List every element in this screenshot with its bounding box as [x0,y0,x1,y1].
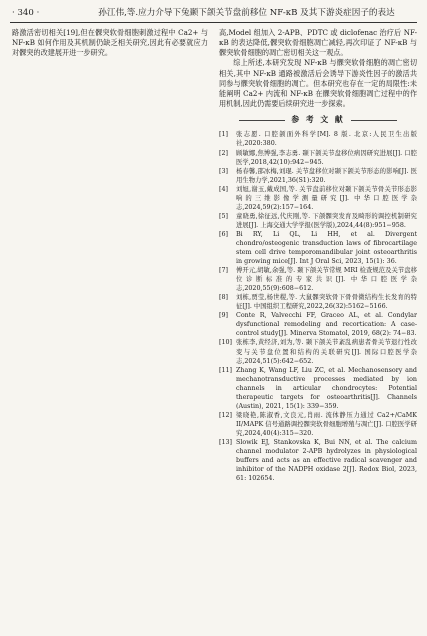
reference-item [219,130,417,148]
reference-text: 刘旭,谢玉,戴成国,等. 关节盘前移位对颞下颌关节骨关节形态影响的三维影像学测量研究[J]. 中华口腔医学杂志,2024,59(2):157−164. [236,185,417,211]
reference-item [219,293,417,311]
reference-item [219,230,417,266]
references-heading: 参 考 文 献 [219,115,417,125]
body-paragraph: 路激活密切相关[19],但在髁突软骨细胞刺激过程中 Ca2+ 与 NF-κB 如何作用及其机制仍缺乏相关研究,因此有必要就应力对髁突的改建展开进一步研究。 [12,28,208,58]
reference-text: 顾敏娜,焦博强,李志勇. 颞下颌关节盘移位病因研究进展[J]. 口腔医学,2018,42(10):942−945. [236,149,417,166]
reference-text: 童晓勇,徐征远,代庆刚,等. 下颌髁突发育及畸形的调控机制研究进展[J]. 上海交通大学学报(医学版),2024,44(8):951−958. [236,212,417,229]
reference-item [219,266,417,293]
reference-item [219,185,417,212]
reference-number: [8] [219,294,228,302]
reference-item [219,411,417,438]
body-paragraph: 综上所述,本研究发现 NF-κB 与髁突软骨细胞的凋亡密切相关,其中 NF-κB 通路被激活后会诱导下游炎性因子的激活共同参与髁突软骨细胞的凋亡。但本研究也存在一定的局限性:未能阐明 Ca2+ 内流和 NF-κB 在髁突软骨细胞凋亡过程中的作用机制,因此仍需要后续研究进一步探索。 [219,58,417,109]
reference-list [219,130,417,483]
reference-number: [4] [219,185,228,193]
right-column [219,28,417,632]
running-title: 孙江伟,等.应力介导下兔颞下颌关节盘前移位 NF-κB 及其下游炎症因子的表达 [98,8,395,18]
reference-item [219,311,417,338]
reference-number: [6] [219,230,228,238]
reference-text: 梁晓艳,陈淑香,文良元,肖雨. 流体静压力通过 Ca2+/CaMK II/MAPK 信号通路调控髁突软骨细胞增殖与凋亡[J]. 口腔医学研究,2024,40(4):315−320. [236,411,417,437]
reference-number: [9] [219,312,228,320]
reference-text: Slowik EJ, Stankovska K, Bui NN, et al. The calcium channel modulator 2-APB hydrolyzes in physiological buffers and acts as an effective radical scavenger and inhibitor of the NADPH oxidase 2[J]. Redox Biol, 2023, 61: 102654. [236,439,417,483]
reference-item [219,438,417,483]
reference-item [219,338,417,365]
reference-number: [10] [219,339,233,347]
reference-text: 傅开元,胡敏,余强,等. 颞下颌关节常规 MRI 检查规范及关节盘移位诊断标准的专家共识[J]. 中华口腔医学杂志,2020,55(9):608−612. [236,267,417,293]
reference-number: [12] [219,411,233,419]
reference-text: 张志愿. 口腔颌面外科学[M]. 8 版. 北京:人民卫生出版社,2020:380. [236,131,417,148]
reference-text: 张栋李,黄经济,刘为,等. 颞下颌关节紊乱病患者骨关节退行性改变与关节盘位置和结构的关联研究[J]. 国际口腔医学杂志,2024,51(5):642−652. [236,339,417,365]
reference-text: Conte R, Valvecchi FF, Graceo AL, et al. Condylar dysfunctional remodeling and recortication: A case-control study[J]. Minerva Stomatol, 2019, 68(2): 74−83. [236,312,417,338]
reference-number: [1] [219,131,228,139]
page-number: · 340 · [12,8,40,18]
body-paragraph: 高,Model 组加入 2-APB、PDTC 或 diclofenac 治疗后 NF-κB 的表达降低,髁突软骨细胞凋亡减轻,再次印证了 NF-κB 与髁突软骨细胞的凋亡密切相关这一观点。 [219,28,417,58]
left-column [12,28,208,632]
reference-number: [13] [219,439,233,446]
reference-number: [3] [219,167,228,175]
page-header [10,4,417,23]
reference-item [219,366,417,411]
reference-item [219,167,417,185]
reference-text: 杨春馨,邵冰梅,刘琨. 关节盘移位对颞下颌关节形态的影响[J]. 医用生物力学,2021,36(S1):320. [236,167,417,184]
reference-number: [11] [219,366,233,374]
reference-item [219,212,417,230]
reference-number: [7] [219,267,228,275]
reference-item [219,149,417,167]
reference-text: 刘栋,贾莹,杨世稷,等. 大鼠髁突软骨下骨骨微结构生长发育的特征[J]. 中国组织工程研究,2022,26(32):5162−5166. [236,294,417,311]
reference-text: Bi RY, Li QL, Li HH, et al. Divergent chondro/osteogenic transduction laws of fibrocartilage stem cell drive temporomandibular joint osteoarthritis in growing mice[J]. Int J Oral Sci, 2023, 15(1): 36. [236,230,417,266]
reference-number: [2] [219,149,228,157]
reference-number: [5] [219,212,228,220]
reference-text: Zhang K, Wang LF, Liu ZC, et al. Mechanosensory and mechanotransductive processes mediated by ion channels in articular chondrocytes: Potential therapeutic targets for osteoarthritis[J]. Channels (Austin), 2021, 15(1): 339−359. [236,366,417,410]
